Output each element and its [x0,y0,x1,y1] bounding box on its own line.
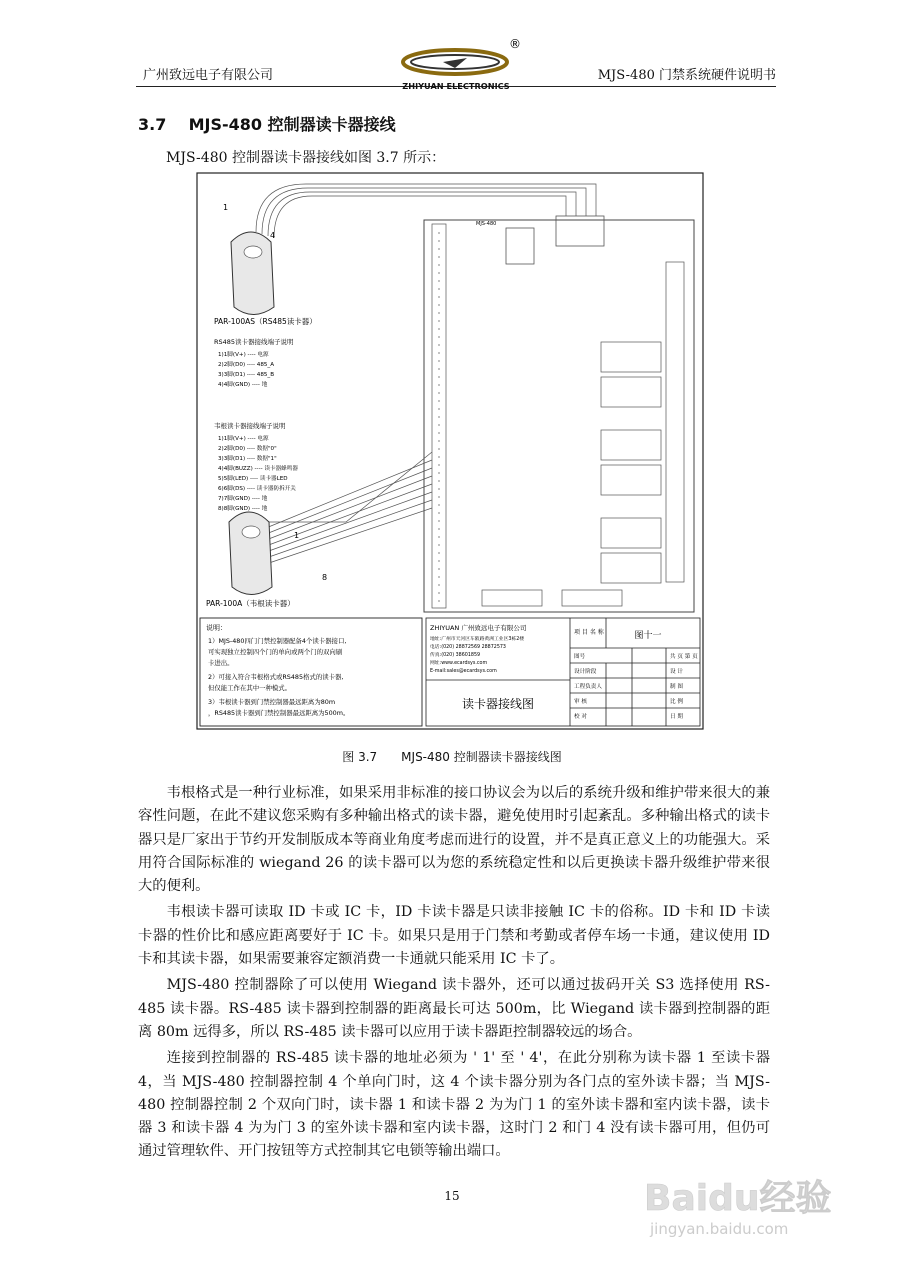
rs485-row: 2)2脚(D0) ---- 485_A [218,362,275,368]
note-line: 卡进出。 [208,659,234,667]
wiegand-row: 7)7脚(GND) ---- 地 [218,496,268,502]
wiring-diagram [196,172,704,730]
tb-label: 校 对 [574,714,587,720]
reader2-name: PAR-100A（韦根读卡器） [206,599,295,608]
watermark-brand: Baidu经验 [644,1178,832,1219]
logo-text: ZHIYUAN ELECTRONICS [402,81,510,91]
tb-drawing-title: 读卡器接线图 [461,697,535,711]
callout-1-bottom: 1 [294,531,300,540]
tb-label-right: 比 例 [670,699,683,705]
paragraph: 韦根读卡器可读取 ID 卡或 IC 卡，ID 卡读卡器是只读非接触 IC 卡的俗称。ID 卡和 ID 卡读卡器的性价比和感应距离要好于 IC 卡。如果只是用于门禁和考勤或者停车场一卡通，建议使用 ID 卡和其读卡器，如果需要兼容定额消费一卡通就只能采用 IC 卡了。 [138,904,770,968]
rs485-title: RS485读卡器接线端子说明 [214,338,294,346]
wiegand-row: 2)2脚(D0) ---- 数据"0" [218,446,277,452]
tb-label: 审 核 [574,699,587,705]
note-line: 3）韦根读卡器到门禁控制器最远距离为80m [208,698,336,706]
tb-info: 地址:广州市天河区车陂路黄洲工业区3栋2楼 [430,637,525,642]
page-number: 15 [444,1189,460,1203]
tb-label-right: 共 页 第 页 [670,654,698,660]
wiegand-row: 5)5脚(LED) ---- 读卡器LED [218,476,288,482]
wiegand-row: 4)4脚(BUZZ) ---- 读卡器蜂鸣器 [218,466,298,472]
rs485-row: 3)3脚(D1) ---- 485_B [218,372,275,378]
zhiyuan-logo [393,38,523,94]
callout-4: 4 [270,231,276,240]
tb-info: 网址:www.ecardsys.com [430,661,488,666]
tb-project-label: 项 目 名 称 [574,629,604,636]
tb-company: ZHIYUAN 广州致远电子有限公司 [430,624,527,632]
section-heading [138,112,396,135]
wiegand-reader-icon [229,512,272,595]
figure-caption [0,748,904,765]
note-line: 2）可接入符合韦根格式或RS485格式的读卡器, [208,673,344,681]
wiegand-row: 3)3脚(D1) ---- 数据"1" [218,456,277,462]
wiegand-row: 8)8脚(GND) ---- 地 [218,506,268,512]
intro-text: MJS-480 控制器读卡器接线如图 3.7 所示： [166,150,446,166]
callout-1-top: 1 [223,203,229,212]
caption-text: MJS-480 控制器读卡器接线图 [401,750,562,764]
rs485-row: 4)4脚(GND) ---- 地 [218,382,268,388]
wiegand-row: 1)1脚(V+) ---- 电源 [218,436,269,442]
rs485-reader-icon [231,232,274,315]
wiegand-row: 6)6脚(DS) ---- 读卡器防拆开关 [218,486,296,492]
note-line: ，RS485读卡器到门禁控制器最远距离为500m。 [208,709,350,717]
tb-label-right: 制 图 [670,684,683,690]
section-number: 3.7 [138,115,167,134]
registered-mark: ® [509,38,521,51]
board-label: MJS-480 [476,221,497,227]
wiegand-title: 韦根读卡器接线端子说明 [214,422,286,430]
callout-8: 8 [322,573,328,582]
tb-label: 设计阶段 [574,669,597,675]
body-text [138,782,770,1167]
note-line: 1）MJS-480四门门禁控制器配备4个读卡器接口, [208,637,347,645]
tb-info: E-mail:sales@ecardsys.com [430,669,497,674]
paragraph: 连接到控制器的 RS-485 读卡器的地址必须为 ' 1' 至 ' 4'，在此分别称为读卡器 1 至读卡器 4，当 MJS-480 控制器控制 4 个单向门时，这 4 个读卡器分别为各门点的室外读卡器；当 MJS-480 控制器控制 2 个双向门时，读卡器 1 和读卡器 2 为为门 1 的室外读卡器和室内读卡器，读卡器 3 和读卡器 4 为为门 3 的室外读卡器和室内读卡器，这时门 2 和门 4 没有读卡器可用，但仍可通过管理软件、开门按钮等方式控制其它电锁等输出端口。 [138,1050,770,1160]
tb-label-right: 日 期 [670,714,683,720]
tb-label: 工程负责人 [574,684,602,690]
tb-label: 图号 [574,654,586,660]
watermark-url: jingyan.baidu.com [650,1220,789,1238]
tb-project-value: 图十一 [634,631,662,641]
paragraph: MJS-480 控制器除了可以使用 Wiegand 读卡器外，还可以通过拔码开关 S3 选择使用 RS-485 读卡器。RS-485 读卡器到控制器的距离最长可达 500m，比 Wiegand 读卡器到控制器的距离 80m 远得多，所以 RS-485 读卡器可以应用于读卡器距控制器较远的场合。 [138,977,770,1040]
note-line: 可实现独立控制四个门的单向或两个门的双向刷 [208,648,343,656]
tb-label-right: 设 计 [670,669,683,675]
baidu-watermark [640,1170,840,1245]
header-doc-title: MJS-480 门禁系统硬件说明书 [597,68,776,83]
paragraph: 韦根格式是一种行业标准，如果采用非标准的接口协议会为以后的系统升级和维护带来很大的兼容性问题，在此不建议您采购有多种输出格式的读卡器，避免使用时引起紊乱。多种输出格式的读卡器只是厂家出于节约开发制版成本等商业角度考虑而进行的设置，并不是真正意义上的功能强大。采用符合国际标准的 wiegand 26 的读卡器可以为您的系统稳定性和以后更换读卡器升级维护带来很大的便利。 [138,785,770,895]
tb-info: 传真:(020) 38601859 [430,653,481,658]
rs485-row: 1)1脚(V+) ---- 电源 [218,352,269,358]
reader1-name: PAR-100AS（RS485读卡器） [214,317,317,326]
notes-title: 说明： [206,624,227,632]
section-title: MJS-480 控制器读卡器接线 [188,115,396,134]
tb-info: 电话:(020) 28872569 28872573 [430,645,506,650]
caption-number: 图 3.7 [342,750,378,764]
header-company: 广州致远电子有限公司 [143,68,274,83]
note-line: 但仅能工作在其中一种模式。 [208,684,292,692]
